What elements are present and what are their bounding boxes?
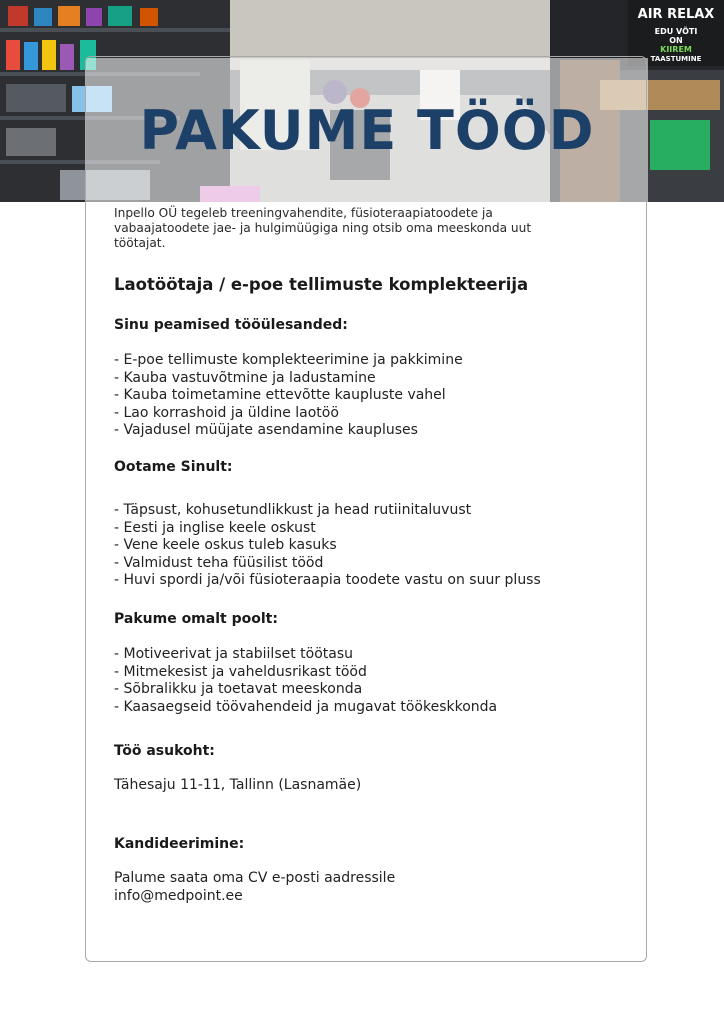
headline: PAKUME TÖÖD	[139, 99, 595, 162]
sign-edu-voti: EDU VÕTI	[654, 27, 698, 36]
apply-email[interactable]: info@medpoint.ee	[114, 887, 243, 904]
list-item: - Huvi spordi ja/või füsioteraapia toodete vastu on suur pluss	[114, 572, 541, 589]
list-item: - Valmidust teha füüsilist tööd	[114, 554, 324, 571]
list-item: - Motiveerivat ja stabiilset töötasu	[114, 645, 354, 662]
list-item: - Kaasaegseid töövahendeid ja mugavat töökeskkonda	[114, 698, 498, 715]
location-heading: Töö asukoht:	[114, 743, 215, 760]
duties-heading: Sinu peamised tööülesanded:	[114, 317, 348, 333]
sign-taastumine: TAASTUMINE	[650, 55, 702, 63]
requirements-list	[114, 502, 634, 590]
list-item: - Vene keele oskus tuleb kasuks	[114, 537, 337, 554]
apply-text: Palume saata oma CV e-posti aadressile	[114, 869, 396, 886]
sign-on: ON	[669, 36, 683, 45]
list-item: - Sõbralikku ja toetavat meeskonda	[114, 681, 363, 698]
list-item: - Mitmekesist ja vaheldusrikast tööd	[114, 663, 367, 680]
list-item: - Kauba vastuvõtmine ja ladustamine	[114, 369, 376, 386]
list-item: - Kauba toimetamine ettevõtte kaupluste vahel	[114, 387, 446, 404]
requirements-heading: Ootame Sinult:	[114, 458, 233, 475]
company-intro: Inpello OÜ tegeleb treeningvahendite, füsioteraapiatoodete ja vabaajatoodete jae- ja hulgimüügiga ning otsib oma meeskonda uut töötajat.	[114, 206, 532, 250]
job-title: Laotöötaja / e-poe tellimuste komplekteerija	[114, 275, 529, 294]
list-item: - Eesti ja inglise keele oskust	[114, 519, 316, 536]
duties-list	[114, 352, 634, 440]
sign-kiirem: KIIREM	[660, 45, 692, 54]
sign-air-relax: AIR RELAX	[637, 7, 715, 22]
list-item: - E-poe tellimuste komplekteerimine ja pakkimine	[114, 352, 463, 368]
job-ad-content	[114, 206, 634, 905]
list-item: - Vajadusel müüjate asendamine kaupluses	[114, 422, 418, 439]
apply-heading: Kandideerimine:	[114, 835, 245, 852]
offer-list	[114, 646, 634, 716]
offer-heading: Pakume omalt poolt:	[114, 610, 278, 627]
list-item: - Täpsust, kohusetundlikkust ja head rutiinitaluvust	[114, 501, 472, 518]
list-item: - Lao korrashoid ja üldine laotöö	[114, 404, 339, 421]
location-address: Tähesaju 11-11, Tallinn (Lasnamäe)	[114, 777, 362, 794]
